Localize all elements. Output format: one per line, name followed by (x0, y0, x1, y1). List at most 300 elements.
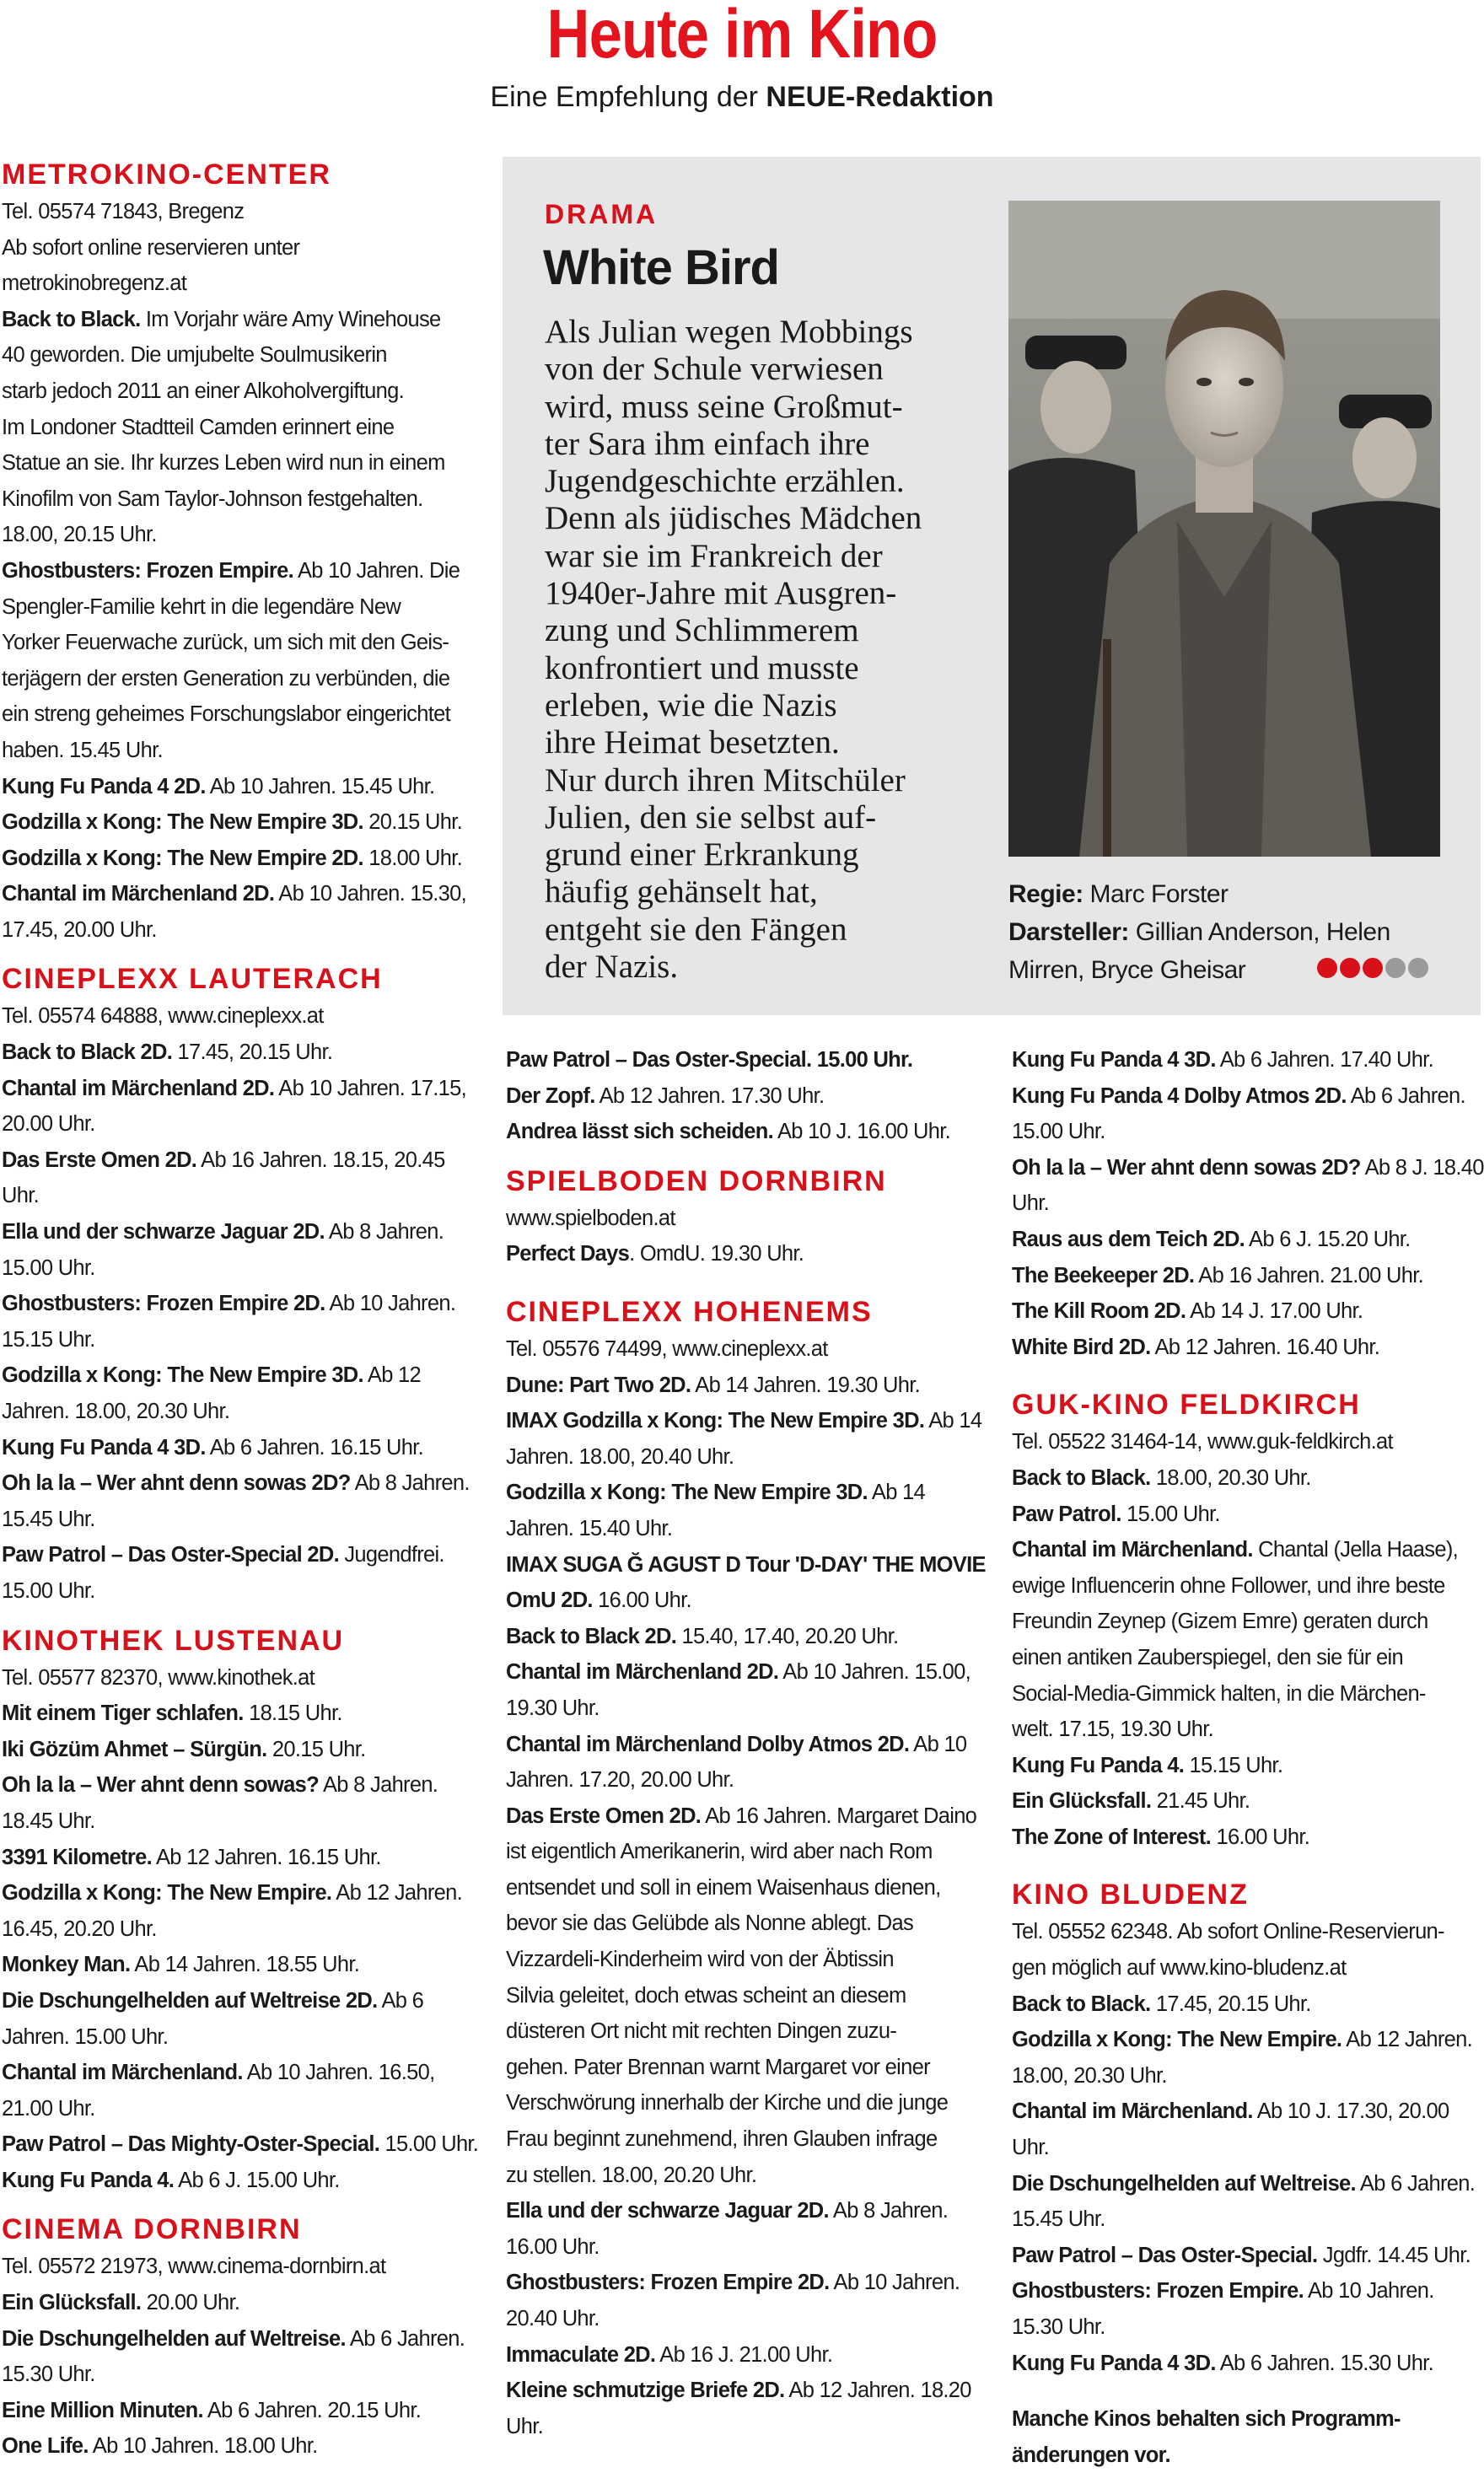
listing-text: Ab 10 J. 17.30, 20.00 (1252, 2099, 1449, 2124)
listing-line (2, 769, 491, 805)
listing-line (506, 1547, 986, 1583)
film-title: Godzilla x Kong: The New Empire. (1012, 2028, 1342, 2052)
listing-text: starb jedoch 2011 an einer Alkoholvergiftung. (2, 379, 404, 403)
listing-text: Ab 16 Jahren. 18.15, 20.45 (196, 1148, 445, 1172)
cinema-name: KINO BLUDENZ (1012, 1879, 1249, 1911)
listing-line (1012, 1258, 1484, 1294)
listing-line (506, 2409, 978, 2445)
listing-text: 16.45, 20.20 Uhr. (2, 1916, 157, 1941)
listing-line (506, 2050, 978, 2086)
cinema-name: CINEPLEXX LAUTERACH (2, 963, 383, 996)
listing-line (506, 2337, 978, 2373)
listing-text: Ab 12 Jahren. 18.20 (784, 2379, 971, 2403)
listing-line (2, 1947, 491, 1983)
synopsis-line: 1940er-Jahre mit Ausgren- (545, 575, 897, 612)
film-title: Das Erste Omen 2D. (506, 1804, 702, 1828)
film-title: Eine Million Minuten. (2, 2398, 203, 2422)
listing-text: Ab 12 Jahren. (331, 1881, 462, 1906)
listing-text: 16.00 Uhr. (1211, 1825, 1310, 1849)
listing-line (2, 1465, 491, 1502)
page-title: Heute im Kino (546, 0, 938, 73)
listing-line (506, 2373, 978, 2409)
film-title: White Bird 2D. (1012, 1335, 1151, 1359)
listing-text: Ab 6 Jahren. 20.15 Uhr. (202, 2398, 422, 2422)
film-title: Ein Glücksfall. (2, 2291, 142, 2315)
listing-line (1012, 2201, 1484, 2238)
film-title: Godzilla x Kong: The New Empire 3D. (2, 1363, 363, 1388)
listing-line (1012, 2022, 1484, 2058)
listing-line (2, 589, 491, 626)
listing-line (1012, 2273, 1484, 2309)
listing-text: 16.00 Uhr. (506, 2234, 600, 2259)
listing-line (506, 2158, 978, 2194)
listing-line (2, 1875, 491, 1911)
film-title: Chantal im Märchenland 2D. (2, 1076, 275, 1100)
listing-line (2, 230, 491, 266)
synopsis-line: Denn als jüdisches Mädchen (545, 500, 922, 537)
listing-text: Jahren. 17.20, 20.00 Uhr. (506, 1768, 734, 1793)
listing-line (506, 1331, 978, 1368)
listing-line (506, 1511, 978, 1547)
listing-text: Ab 10 Jahren. (829, 2271, 960, 2295)
film-title: Back to Black. (2, 307, 141, 331)
film-title: Ghostbusters: Frozen Empire. (2, 558, 293, 583)
listing-text: Ab 6 Jahren. (1346, 1083, 1465, 1108)
listing-text: Kinofilm von Sam Taylor-Johnson festgehalten. (2, 487, 423, 511)
rating-dot-empty (1385, 958, 1406, 978)
listing-text: Jgdfr. 14.45 Uhr. (1317, 2243, 1471, 2267)
feature-synopsis (545, 314, 983, 986)
cast-line-2: Mirren, Bryce Gheisar (1008, 956, 1246, 984)
cinema-name: CINEPLEXX HOHENEMS (506, 1295, 873, 1328)
film-title: Godzilla x Kong: The New Empire. (2, 1881, 332, 1906)
listing-line (506, 1870, 978, 1906)
listing-line (506, 1654, 978, 1691)
listing-text: 15.00 Uhr. (379, 2132, 479, 2157)
film-title: Chantal im Märchenland Dolby Atmos 2D. (506, 1732, 910, 1756)
listing-text: Ab 10 Jahren. 16.50, (242, 2061, 435, 2085)
listing-line (2, 1732, 491, 1768)
listing-text: Tel. 05522 31464-14, www.guk-feldkirch.at (1012, 1430, 1393, 1454)
listing-text: Jahren. 15.40 Uhr. (506, 1516, 673, 1540)
film-title: Godzilla x Kong: The New Empire 3D. (2, 810, 363, 835)
listing-text: Ab 16 J. 21.00 Uhr. (655, 2342, 833, 2367)
film-title: Die Dschungelhelden auf Weltreise. (2, 2326, 346, 2351)
listing-line (2, 2393, 491, 2429)
listing-line (506, 1906, 978, 1942)
listing-line (2, 1142, 491, 1179)
listing-line (1012, 2166, 1484, 2202)
listing-line (2, 2249, 491, 2285)
film-title: Ein Glücksfall. (1012, 1789, 1152, 1814)
listing-text: Ab 10 Jahren. (325, 1292, 456, 1316)
rating-dot-filled (1317, 958, 1337, 978)
listing-line (2, 733, 491, 769)
listing-text: bevor sie das Gelübde als Nonne ablegt. Das (506, 1911, 914, 1936)
listing-text: Ab 10 Jahren. (1303, 2279, 1434, 2304)
film-title: Back to Black. (1012, 1465, 1151, 1490)
listing-line (2, 1804, 491, 1840)
listing-line (2, 302, 491, 338)
listing-line (2, 2163, 491, 2199)
listing-text: Jahren. 18.00, 20.40 Uhr. (506, 1444, 734, 1469)
listing-line (1012, 1568, 1484, 1605)
listing-text: 15.45 Uhr. (1012, 2207, 1105, 2232)
listing-line (2, 2091, 491, 2127)
listing-text: Ab 10 Jahren. 15.45 Uhr. (205, 774, 435, 798)
film-title: Oh la la – Wer ahnt denn sowas 2D? (2, 1471, 351, 1496)
film-title: Godzilla x Kong: The New Empire 3D. (506, 1481, 868, 1505)
listing-line (1012, 2094, 1484, 2130)
listing-line (506, 1691, 978, 1727)
listing-line (1012, 1914, 1484, 1950)
listing-line (506, 2013, 978, 2050)
listing-line (506, 1762, 978, 1798)
film-title: Kung Fu Panda 4. (1012, 1753, 1185, 1777)
listing-text: metrokinobregenz.at (2, 271, 187, 296)
listing-line (2, 2428, 491, 2465)
listing-text: Ab 10 Jahren. 18.00 Uhr. (88, 2434, 318, 2459)
cinema-name: GUK-KINO FELDKIRCH (1012, 1389, 1361, 1422)
listing-line (506, 1475, 978, 1511)
film-title: Paw Patrol – Das Oster-Special. (1012, 2243, 1318, 2267)
listing-line (506, 1114, 978, 1150)
listing-text: 19.30 Uhr. (506, 1696, 600, 1720)
listing-line (1012, 1330, 1484, 1366)
synopsis-line: war sie im Frankreich der (545, 537, 883, 574)
film-title: Kung Fu Panda 4. (2, 2168, 175, 2192)
synopsis-line: Julien, den sie selbst auf- (545, 798, 877, 836)
film-title: The Kill Room 2D. (1012, 1299, 1186, 1324)
film-title: Ghostbusters: Frozen Empire 2D. (506, 2271, 830, 2295)
film-still-image (1008, 201, 1440, 857)
listing-text: ein streng geheimes Forschungslabor eingerichtet (2, 702, 450, 727)
listing-text: Chantal (Jella Haase), (1252, 1538, 1458, 1562)
listing-line (2, 1430, 491, 1466)
listing-line (2, 194, 491, 230)
listing-text: Ab 10 J. 16.00 Uhr. (772, 1120, 950, 1144)
listing-line (2, 410, 491, 446)
listing-line (506, 2229, 978, 2266)
listing-text: Uhr. (1012, 1191, 1049, 1216)
listing-text: Statue an sie. Ihr kurzes Leben wird nun in einem (2, 451, 445, 476)
listing-line (2, 625, 491, 661)
listing-line (2, 661, 491, 697)
listing-line (1012, 1712, 1484, 1748)
listing-text: Ab 12 Jahren. 16.15 Uhr. (152, 1845, 381, 1869)
listing-text: Ab 14 (924, 1409, 982, 1433)
listing-line (506, 1078, 978, 1115)
listing-text: zu stellen. 18.00, 20.20 Uhr. (506, 2163, 757, 2187)
listing-text: 18.00, 20.30 Uhr. (1012, 2063, 1167, 2088)
listing-text: 15.00 Uhr. (1012, 1120, 1105, 1144)
listing-text: Im Vorjahr wäre Amy Winehouse (140, 307, 441, 331)
listing-text: 20.40 Uhr. (506, 2307, 600, 2330)
film-title: Kung Fu Panda 4 Dolby Atmos 2D. (1012, 1083, 1347, 1108)
rating-dot-filled (1363, 958, 1383, 978)
film-title: 3391 Kilometre. (2, 1845, 153, 1869)
synopsis-line: wird, muss seine Großmut- (545, 388, 903, 425)
listing-text: 15.00 Uhr. (1121, 1502, 1220, 1526)
listing-line (2, 876, 491, 912)
listing-line (2, 804, 491, 841)
film-title: Der Zopf. (506, 1083, 595, 1108)
listing-line (506, 1583, 978, 1619)
cinema-name: KINOTHEK LUSTENAU (2, 1624, 345, 1657)
listing-line (2, 1502, 491, 1538)
listing-text: Ab 10 Jahren. 15.30, (274, 882, 467, 906)
listing-line (506, 1201, 978, 1237)
feature-photo (1008, 201, 1440, 857)
listing-line (2, 1767, 491, 1804)
film-title: Back to Black. (1012, 1992, 1151, 2016)
listing-text: www.spielboden.at (506, 1206, 675, 1230)
listing-text: 20.00 Uhr. (2, 1112, 95, 1137)
listing-line (506, 1978, 978, 2014)
listing-text: terjägern der ersten Generation zu verbünden, die (2, 666, 450, 691)
listing-text: Im Londoner Stadtteil Camden erinnert eine (2, 415, 395, 439)
listing-line (1012, 2346, 1484, 2382)
listing-text: 17.45, 20.15 Uhr. (172, 1040, 333, 1065)
listing-line (506, 1236, 978, 1272)
listing-column-middle (506, 1042, 986, 2444)
listing-line (506, 1942, 978, 1978)
director-label: Regie: (1008, 880, 1083, 908)
film-title: Kung Fu Panda 4 3D. (1012, 2351, 1216, 2375)
listing-text: 15.40, 17.40, 20.20 Uhr. (676, 1624, 899, 1648)
listing-line (506, 1834, 978, 1870)
film-title: Iki Gözüm Ahmet – Sürgün. (2, 1737, 267, 1761)
listing-line (1012, 1986, 1484, 2023)
film-title: Kleine schmutzige Briefe 2D. (506, 2379, 785, 2403)
listing-text: Ab 12 (363, 1363, 422, 1388)
film-title: Back to Black 2D. (2, 1040, 173, 1065)
film-title: Raus aus dem Teich 2D. (1012, 1227, 1245, 1251)
listing-line (2, 1537, 491, 1573)
listing-line (2, 1214, 491, 1250)
listing-line (1012, 2238, 1484, 2274)
film-title: Monkey Man. (2, 1953, 131, 1977)
listing-line (2, 1394, 491, 1430)
listing-line (2, 912, 491, 949)
listing-line (2, 374, 491, 410)
listing-text: Tel. 05574 64888, www.cineplexx.at (2, 1004, 324, 1029)
listing-text: Ab 10 (909, 1732, 967, 1756)
listing-line (2, 1250, 491, 1287)
listing-line (506, 2301, 978, 2337)
listing-line (2, 266, 491, 302)
film-title: Chantal im Märchenland 2D. (2, 882, 275, 906)
listing-line (1012, 1114, 1484, 1150)
listing-line (1012, 1497, 1484, 1533)
listing-text: Ab 6 Jahren. 16.15 Uhr. (205, 1435, 423, 1460)
listing-line (2, 1357, 491, 1394)
rating-dot-empty (1408, 958, 1428, 978)
synopsis-line: erleben, wie die Nazis (545, 686, 837, 723)
listing-line (1012, 2309, 1484, 2346)
listing-text: 18.00, 20.30 Uhr. (1150, 1465, 1311, 1490)
listing-text: Ab 8 Jahren. (324, 1220, 444, 1244)
listing-text: Tel. 05572 21973, www.cinema-dornbirn.at (2, 2255, 386, 2279)
listing-line (2, 445, 491, 481)
listing-line (1012, 1950, 1484, 1986)
film-title: Mit einem Tiger schlafen. (2, 1701, 244, 1726)
listing-text: Ab 8 Jahren. (350, 1471, 470, 1496)
listing-text: Ab 8 Jahren. (319, 1773, 438, 1798)
listing-text: düsteren Ort nicht mit rechten Dingen zuzu- (506, 2019, 897, 2044)
listing-line (2, 481, 491, 518)
film-title: Back to Black 2D. (506, 1624, 677, 1648)
listing-text: Ab 14 J. 17.00 Uhr. (1186, 1299, 1363, 1324)
listing-line (2, 337, 491, 374)
listing-line (2, 2321, 491, 2357)
listing-text: 18.45 Uhr. (2, 1809, 95, 1833)
film-title: Chantal im Märchenland. (1012, 2099, 1253, 2124)
subtitle-brand: NEUE-Redaktion (766, 81, 994, 113)
listing-line (2, 1696, 491, 1732)
film-title: Chantal im Märchenland 2D. (506, 1660, 779, 1685)
listing-text: Spengler-Familie kehrt in die legendäre New (2, 594, 401, 619)
listing-text: 15.15 Uhr. (1184, 1753, 1283, 1777)
synopsis-line: entgeht sie den Fängen (545, 911, 847, 948)
listing-text: einen antiken Zauberspiegel, den sie für ein (1012, 1645, 1403, 1669)
listing-line (506, 2265, 978, 2301)
listing-text: Ab 6 Jahren. (345, 2326, 465, 2351)
listing-line (2, 2285, 491, 2321)
listing-line (1012, 1748, 1484, 1784)
listing-text: Ab 14 (867, 1481, 926, 1505)
listing-text: ist eigentlich Amerikanerin, wird aber nach Rom (506, 1840, 933, 1864)
film-title: Chantal im Märchenland. (2, 2061, 243, 2085)
listing-line (2, 2357, 491, 2393)
listing-text: Social-Media-Gimmick halten, in die Märchen- (1012, 1681, 1426, 1706)
synopsis-line: grund einer Erkrankung (545, 836, 859, 874)
listing-line (2, 1660, 491, 1696)
film-title: Ghostbusters: Frozen Empire 2D. (2, 1292, 325, 1316)
listing-text: Ab sofort online reservieren unter (2, 235, 300, 260)
feature-genre: DRAMA (545, 199, 659, 229)
listing-text: welt. 17.15, 19.30 Uhr. (1012, 1718, 1214, 1742)
listing-text: Uhr. (506, 2414, 543, 2438)
listing-line (1012, 1424, 1484, 1460)
listing-line (506, 2121, 978, 2158)
film-title: Paw Patrol – Das Mighty-Oster-Special. (2, 2132, 380, 2157)
listing-line (506, 1368, 978, 1404)
listing-text: Jahren. 18.00, 20.30 Uhr. (2, 1400, 230, 1423)
listing-line (1012, 1532, 1484, 1568)
listing-line (1012, 1640, 1484, 1676)
listing-line (506, 2085, 978, 2121)
listing-line (1012, 1042, 1484, 1078)
listing-text: Vizzardeli-Kinderheim wird von der Äbtissin (506, 1948, 894, 1972)
listing-line (2, 1071, 491, 1107)
listing-line (2, 2126, 491, 2163)
cinema-name: SPIELBODEN DORNBIRN (506, 1164, 887, 1197)
film-title: Chantal im Märchenland. (1012, 1538, 1253, 1562)
synopsis-line: Jugendgeschichte erzählen. (545, 463, 905, 500)
film-title: The Zone of Interest. (1012, 1825, 1212, 1849)
listing-text: Ab 16 Jahren. 21.00 Uhr. (1194, 1263, 1424, 1288)
listing-text: Ab 6 J. 15.00 Uhr. (174, 2168, 340, 2192)
film-title: Die Dschungelhelden auf Weltreise. (1012, 2171, 1356, 2196)
film-title: The Beekeeper 2D. (1012, 1263, 1195, 1288)
listing-text: Tel. 05577 82370, www.kinothek.at (2, 1665, 315, 1690)
listing-text: Ab 6 Jahren. 17.40 Uhr. (1215, 1048, 1433, 1072)
listing-line (1012, 2130, 1484, 2166)
film-title: IMAX SUGA Ğ AGUST D Tour 'D-DAY' THE MOVIE (506, 1552, 986, 1577)
listing-text: Tel. 05574 71843, Bregenz (2, 200, 245, 223)
synopsis-line: häufig gehänselt hat, (545, 874, 818, 911)
film-title: Kung Fu Panda 4 3D. (1012, 1048, 1216, 1072)
listing-text: ewige Influencerin ohne Follower, und ihre beste (1012, 1573, 1445, 1598)
listing-text: Ab 6 Jahren. (1355, 2171, 1476, 2196)
synopsis-line: Nur durch ihren Mitschüler (545, 761, 906, 798)
listing-text: 18.15 Uhr. (243, 1701, 342, 1726)
listing-line (2, 1178, 491, 1214)
film-title: Ella und der schwarze Jaguar 2D. (506, 2199, 829, 2223)
film-title: OmU 2D. (506, 1589, 593, 1613)
listing-line (506, 2193, 978, 2229)
listing-line (2, 1573, 491, 1610)
film-title: Immaculate 2D. (506, 2342, 656, 2367)
listing-line (2, 553, 491, 589)
listing-line (2, 1911, 491, 1948)
film-title: Oh la la – Wer ahnt denn sowas? (2, 1773, 320, 1798)
listing-text: Tel. 05576 74499, www.cineplexx.at (506, 1336, 828, 1361)
listing-line (2, 998, 491, 1035)
listing-line (2, 1106, 491, 1142)
listing-text: entsendet und soll in einem Waisenhaus dienen, (506, 1875, 941, 1900)
listing-text: Ab 14 Jahren. 18.55 Uhr. (130, 1953, 360, 1977)
cinema-name: CINEMA DORNBIRN (2, 2213, 302, 2246)
listing-text: 20.00 Uhr. (141, 2291, 240, 2315)
listing-text: Ab 12 Jahren. (1342, 2028, 1472, 2052)
film-title: Perfect Days (506, 1242, 630, 1266)
listing-text: 21.00 Uhr. (2, 2096, 95, 2121)
listing-line (1012, 1604, 1484, 1640)
listing-text: Ab 10 Jahren. 17.15, (274, 1076, 467, 1100)
listing-line (1012, 2401, 1484, 2438)
listing-text: Jahren. 15.00 Uhr. (2, 2024, 169, 2049)
synopsis-line: konfrontiert und musste (545, 649, 859, 686)
listing-line (2, 1035, 491, 1071)
listing-column-right (1012, 1042, 1484, 2473)
listing-text: Ab 8 Jahren. (828, 2199, 949, 2223)
listing-text: Tel. 05552 62348. Ab sofort Online-Reservierun- (1012, 1920, 1444, 1944)
listing-text: 17.45, 20.15 Uhr. (1150, 1992, 1311, 2016)
listing-text: 15.45 Uhr. (2, 1507, 95, 1531)
synopsis-line: der Nazis. (545, 949, 679, 986)
cast-names-1: Gillian Anderson, Helen (1135, 918, 1390, 946)
listing-text: Freundin Zeynep (Gizem Emre) geraten durch (1012, 1610, 1428, 1634)
listing-text: 18.00, 20.15 Uhr. (2, 523, 157, 547)
listing-line (1012, 2438, 1484, 2474)
film-title: Kung Fu Panda 4 2D. (2, 774, 206, 798)
listing-line (506, 1042, 978, 1078)
film-title: Paw Patrol. (1012, 1502, 1121, 1526)
listing-line (506, 1619, 978, 1655)
cast-line (1008, 913, 1390, 951)
film-title: Ella und der schwarze Jaguar 2D. (2, 1220, 325, 1244)
listing-line (1012, 1676, 1484, 1712)
listing-line (1012, 2058, 1484, 2094)
film-title: Paw Patrol – Das Oster-Special 2D. (2, 1543, 339, 1567)
listing-text: 15.15 Uhr. (2, 1327, 95, 1352)
listing-text: haben. 15.45 Uhr. (2, 738, 163, 762)
listing-line (1012, 1460, 1484, 1497)
listing-text: 20.15 Uhr. (266, 1737, 366, 1761)
listing-line (2, 841, 491, 877)
